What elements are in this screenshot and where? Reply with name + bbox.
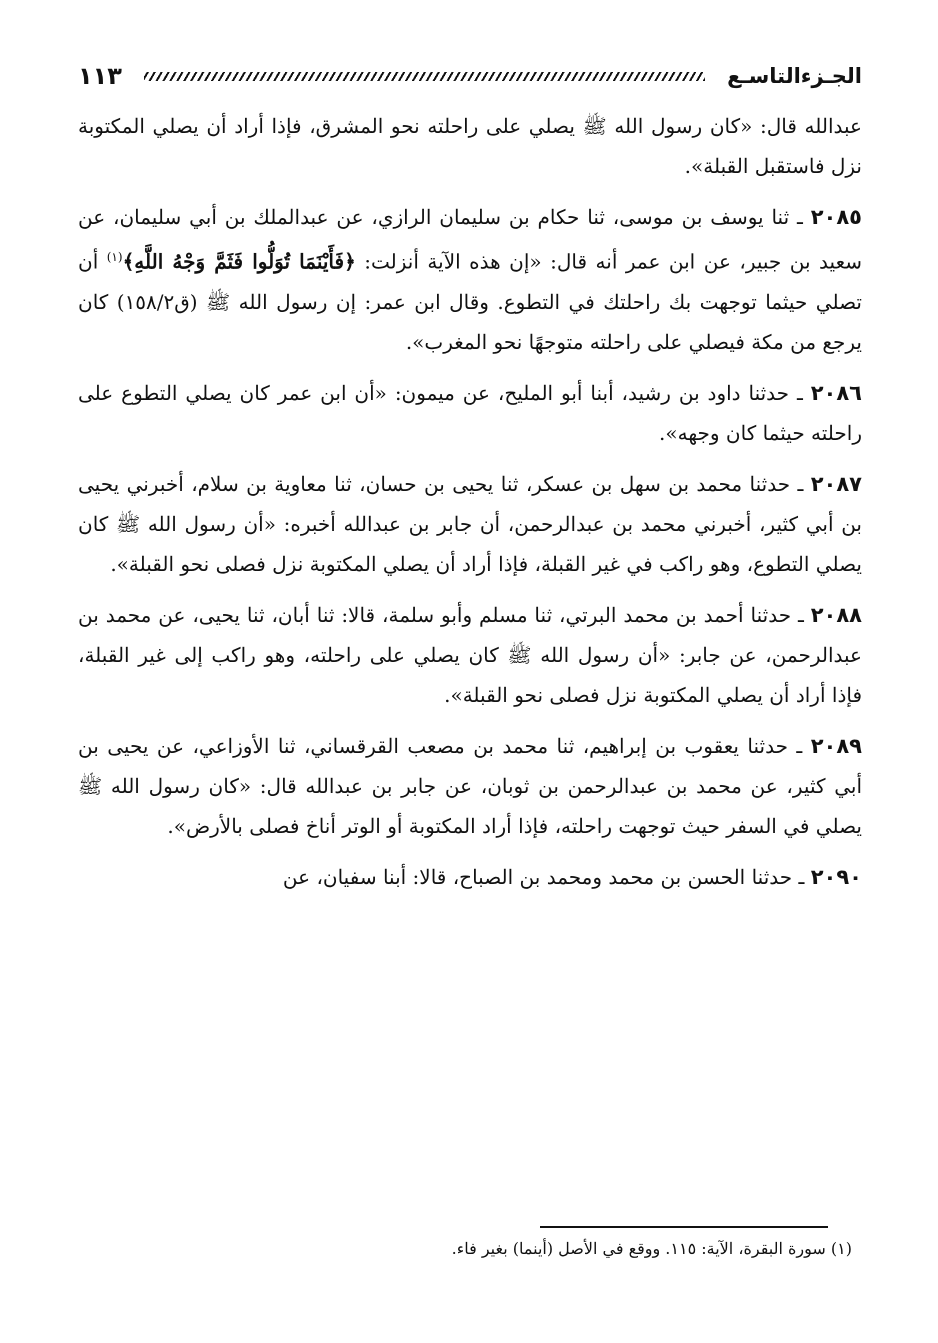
hadith-number: ٢٠٨٩ [810,733,862,758]
hadith-number: ٢٠٨٨ [810,602,862,627]
footnote-separator [540,1226,828,1228]
hadith-number: ٢٠٨٥ [810,205,862,229]
hadith-text: ـ حدثنا الحسن بن محمد ومحمد بن الصباح، قالا: أبنا سفيان، عن [282,864,811,889]
hadith-text: ـ حدثنا داود بن رشيد، أبنا أبو المليح، عن ميمون: «أن ابن عمر كان يصلي التطوع على راحلته حيثما كان وجهه». [78,380,862,445]
paragraph-continuation [78,106,862,186]
hadith-2086 [78,373,862,453]
hadith-text: ـ حدثنا أحمد بن محمد البرتي، ثنا مسلم وأبو سلمة، قالا: ثنا أبان، ثنا يحيى، عن محمد بن عبدالرحمن، عن جابر: «أن رسول الله ﷺ كان يصلي على راحلته، وهو راكب إلى غير القبلة، فإذا أراد أن يصلي المكتوبة نزل فصلى نحو القبلة». [78,602,862,707]
hadith-text: ـ حدثنا يعقوب بن إبراهيم، ثنا محمد بن مصعب القرقساني، ثنا الأوزاعي، عن يحيى بن أبي كثير، عن محمد بن عبدالرحمن بن ثوبان، عن جابر بن عبدالله قال: «كان رسول الله ﷺ يصلي في السفر حيث توجهت راحلته، فإذا أراد المكتوبة أو الوتر أناخ فصلى بالأرض». [78,733,862,838]
part-title: الجـزءالتاسـع [727,64,862,88]
hadith-2090 [78,857,862,897]
hadith-text: ـ حدثنا محمد بن سهل بن عسكر، ثنا يحيى بن حسان، ثنا معاوية بن سلام، أخبرني يحيى بن أبي كثير، أخبرني محمد بن عبدالرحمن، أن جابر بن عبدالله أخبره: «أن رسول الله ﷺ كان يصلي التطوع، وهو راكب في غير القبلة، فإذا أراد أن يصلي المكتوبة نزل فصلى نحو القبلة». [78,471,862,576]
hadith-text-before: ـ ثنا يوسف بن موسى، ثنا حكام بن سليمان الرازي، عن عبدالملك بن أبي سليمان، عن سعيد بن جبير، عن ابن عمر أنه قال: «إن هذه الآية أنزلت: [78,205,862,274]
quran-verse: ﴿فَأَيْنَمَا تُوَلُّوا فَثَمَّ وَجْهُ اللَّهِ﴾ [122,249,356,274]
hadith-number: ٢٠٨٦ [810,380,862,405]
hadith-2087 [78,464,862,584]
hadith-2089 [78,726,862,846]
hadith-number: ٢٠٩٠ [810,864,862,889]
footnote: (١) سورة البقرة، الآية: ١١٥. ووقع في الأصل (أينما) بغير فاء. [451,1239,852,1258]
page-number: ١١٣ [78,62,122,90]
paragraph-text: عبدالله قال: «كان رسول الله ﷺ يصلي على راحلته نحو المشرق، فإذا أراد أن يصلي المكتوبة نزل فاستقبل القبلة». [78,114,862,178]
hadith-text-after: أن تصلي حيثما توجهت بك راحلتك في التطوع. وقال ابن عمر: إن رسول الله ﷺ (ق١٥٨/٢) كان يرجع من مكة فيصلي على راحلته متوجهًا نحو المغرب». [78,249,862,354]
hadith-number: ٢٠٨٧ [810,471,862,496]
page-body [78,106,862,897]
hadith-2085 [78,197,862,362]
header-decorative-rule [144,72,705,81]
hadith-2088 [78,595,862,715]
page-header [78,56,862,96]
footnote-reference: (١) [106,250,123,264]
